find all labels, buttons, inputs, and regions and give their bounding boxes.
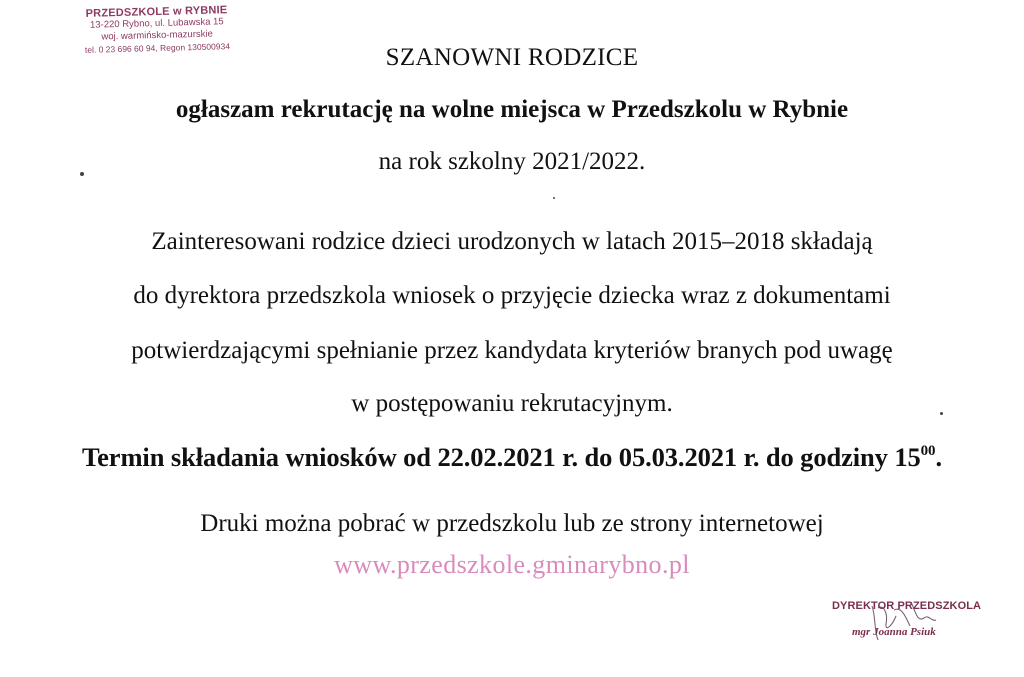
deadline-text: Termin składania wniosków od 22.02.2021 r. do 05.03.2021 r. do godziny 15 [81, 442, 921, 472]
deadline-end: . [935, 442, 942, 472]
school-year: na rok szkolny 2021/2022. [378, 148, 646, 175]
website-link[interactable]: www.przedszkole.gminarybno.pl [334, 550, 690, 579]
scan-speck [553, 197, 555, 199]
stamp-title: PRZEDSZKOLE w RYBNIE [85, 4, 228, 20]
deadline-minutes: 00 [920, 443, 936, 459]
body-line-3: potwierdzającymi spełnianie przez kandydata kryteriów branych pod uwagę [131, 337, 893, 364]
signature-name: mgr Joanna Psiuk [852, 626, 936, 638]
stamp-region: woj. warmińsko-mazurskie [101, 28, 213, 43]
downloads-info: Druki można pobrać w przedszkolu lub ze strony internetowej [200, 510, 824, 537]
handwritten-signature-icon [866, 596, 956, 646]
body-line-1: Zainteresowani rodzice dzieci urodzonych w latach 2015–2018 składają [151, 228, 873, 255]
stamp-address: 13-220 Rybno, ul. Lubawska 15 [89, 16, 224, 31]
body-line-4: w postępowaniu rekrutacyjnym. [351, 390, 673, 417]
scan-speck [80, 172, 84, 176]
page-heading: SZANOWNI RODZICE [385, 44, 639, 71]
director-signature [832, 600, 1012, 638]
stamp-contact: tel. 0 23 696 60 94, Regon 130500934 [84, 41, 231, 55]
deadline-notice [0, 442, 1024, 473]
body-line-2: do dyrektora przedszkola wniosek o przyjęcie dziecka wraz z dokumentami [133, 282, 891, 309]
signature-title: DYREKTOR PRZEDSZKOLA [832, 600, 982, 612]
announcement: ogłaszam rekrutację na wolne miejsca w Przedszkolu w Rybnie [175, 96, 849, 123]
